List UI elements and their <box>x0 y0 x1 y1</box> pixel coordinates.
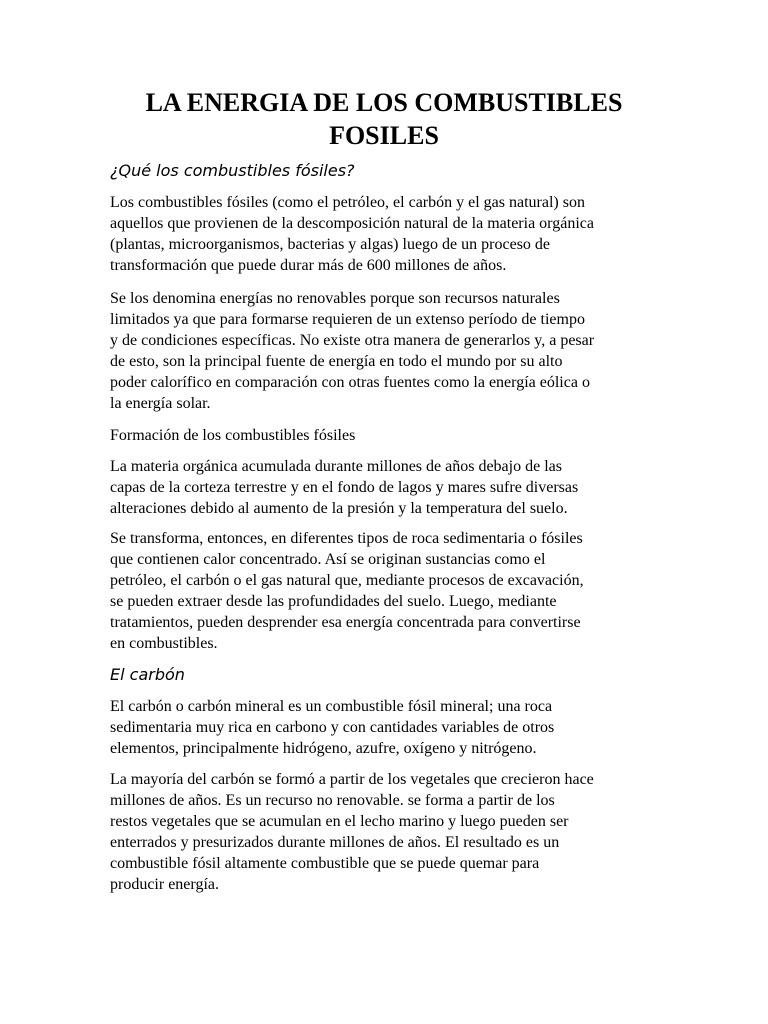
paragraph-formacion-title <box>110 425 670 446</box>
paragraph-carbon-mineral <box>110 696 670 759</box>
title-line: LA ENERGIA DE LOS COMBUSTIBLES <box>145 88 623 117</box>
text-line: que contienen calor concentrado. Así se originan sustancias como el <box>110 551 546 568</box>
text-line: y de condiciones específicas. No existe otra manera de generarlos y, a pesar <box>110 332 595 349</box>
text-line: La mayoría del carbón se formó a partir de los vegetales que crecieron hace <box>110 771 594 788</box>
text-line: La materia orgánica acumulada durante millones de años debajo de las <box>110 458 562 475</box>
text-line: limitados ya que para formarse requieren de un extenso período de tiempo <box>110 311 585 328</box>
text-line: producir energía. <box>110 876 219 893</box>
text-line: Se transforma, entonces, en diferentes tipos de roca sedimentaria o fósiles <box>110 530 583 547</box>
title-line: FOSILES <box>329 121 439 150</box>
document-title <box>60 86 708 152</box>
text-line: la energía solar. <box>110 395 211 412</box>
paragraph-transformacion <box>110 528 670 654</box>
paragraph-materia-organica <box>110 456 670 519</box>
section-heading-que-son: ¿Qué los combustibles fósiles? <box>110 161 355 180</box>
text-line: petróleo, el carbón o el gas natural que, mediante procesos de excavación, <box>110 572 584 589</box>
text-line: Los combustibles fósiles (como el petróleo, el carbón y el gas natural) son <box>110 194 585 211</box>
text-line: en combustibles. <box>110 635 218 652</box>
text-line: alteraciones debido al aumento de la presión y la temperatura del suelo. <box>110 500 568 517</box>
paragraph-no-renovables <box>110 288 670 414</box>
text-line: sedimentaria muy rica en carbono y con cantidades variables de otros <box>110 719 555 736</box>
text-line: tratamientos, pueden desprender esa energía concentrada para convertirse <box>110 614 581 631</box>
section-heading-carbon: El carbón <box>110 665 185 684</box>
text-line: El carbón o carbón mineral es un combustible fósil mineral; una roca <box>110 698 553 715</box>
text-line: millones de años. Es un recurso no renovable. se forma a partir de los <box>110 792 555 809</box>
text-line: poder calorífico en comparación con otras fuentes como la energía eólica o <box>110 374 590 391</box>
text-line: transformación que puede durar más de 600 millones de años. <box>110 257 507 274</box>
text-line: aquellos que provienen de la descomposición natural de la materia orgánica <box>110 215 594 232</box>
text-line: enterrados y presurizados durante millones de años. El resultado es un <box>110 834 560 851</box>
text-line: capas de la corteza terrestre y en el fondo de lagos y mares sufre diversas <box>110 479 579 496</box>
text-line: (plantas, microorganismos, bacterias y algas) luego de un proceso de <box>110 236 551 253</box>
text-line: elementos, principalmente hidrógeno, azufre, oxígeno y nitrógeno. <box>110 740 537 757</box>
text-line: se pueden extraer desde las profundidades del suelo. Luego, mediante <box>110 593 557 610</box>
paragraph-definition <box>110 192 670 276</box>
text-line: restos vegetales que se acumulan en el lecho marino y luego pueden ser <box>110 813 569 830</box>
text-line: de esto, son la principal fuente de energía en todo el mundo por su alto <box>110 353 563 370</box>
text-line: Formación de los combustibles fósiles <box>110 427 356 444</box>
text-line: Se los denomina energías no renovables porque son recursos naturales <box>110 290 560 307</box>
text-line: combustible fósil altamente combustible que se puede quemar para <box>110 855 540 872</box>
paragraph-formacion-carbon <box>110 769 670 895</box>
